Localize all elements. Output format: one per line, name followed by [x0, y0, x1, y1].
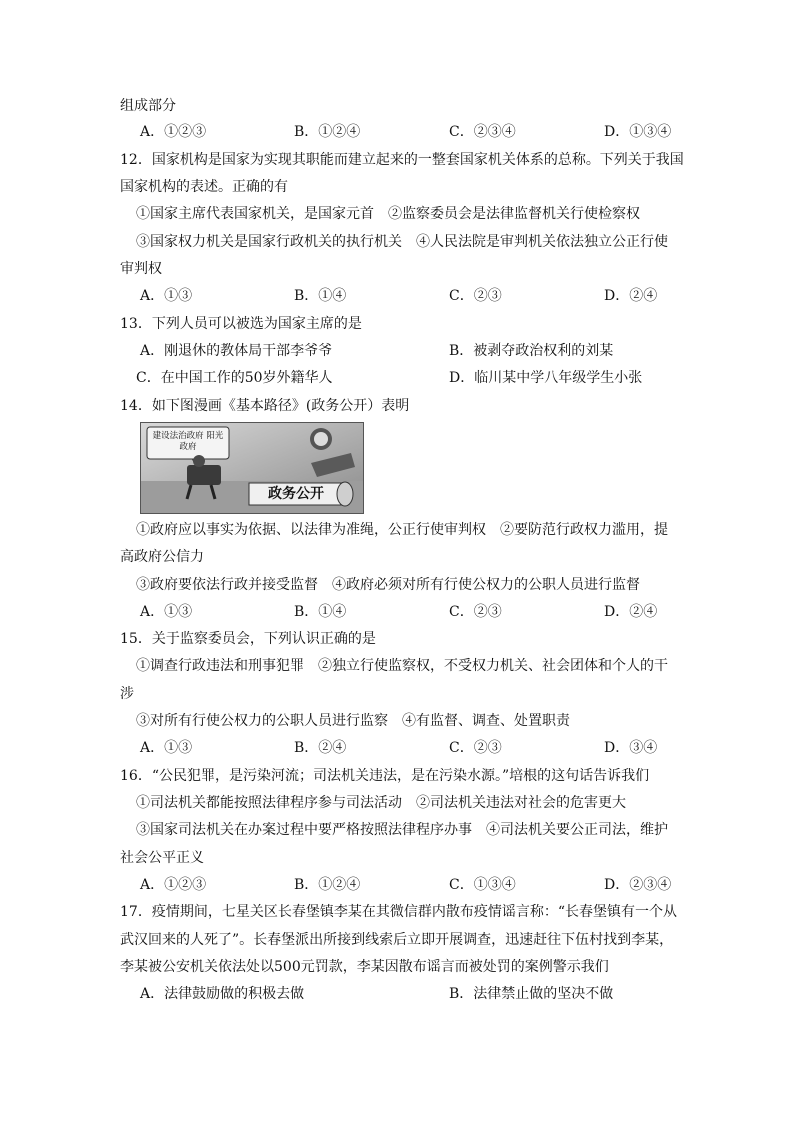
q15-statements-1-2: ①调查行政违法和刑事犯罪 ②独立行使监察权，不受权力机关、社会团体和个人的干: [136, 658, 668, 674]
q12-option-a[interactable]: A．①③: [140, 288, 193, 304]
q13-option-c[interactable]: C．在中国工作的50岁外籍华人: [136, 370, 333, 386]
q13-option-b[interactable]: B．被剥夺政治权利的刘某: [449, 343, 614, 359]
banner-text: 政务公开: [268, 486, 324, 502]
q16-option-d[interactable]: D．②③④: [604, 877, 672, 893]
q15-statements-3-4: ③对所有行使公权力的公职人员进行监察 ④有监督、调查、处置职责: [136, 713, 570, 729]
q16-option-c[interactable]: C．①③④: [449, 877, 516, 893]
q14-option-a[interactable]: A．①③: [140, 604, 193, 620]
q16-statements-tail: 社会公平正义: [120, 850, 204, 866]
q13-stem: 13．下列人员可以被选为国家主席的是: [120, 316, 362, 332]
q17-option-a[interactable]: A．法律鼓励做的积极去做: [140, 986, 305, 1002]
q13-option-d[interactable]: D．临川某中学八年级学生小张: [449, 370, 643, 386]
q17-stem-line1: 17．疫情期间，七星关区长春堡镇李某在其微信群内散布疫情谣言称：“长春堡镇有一个从: [120, 904, 677, 920]
q12-option-d[interactable]: D．②④: [604, 288, 658, 304]
q13-option-a[interactable]: A．刚退休的教体局干部李爷爷: [140, 343, 333, 359]
q17-option-b[interactable]: B．法律禁止做的坚决不做: [449, 986, 614, 1002]
q17-stem-line3: 李某被公安机关依法处以500元罚款，李某因散布谣言而被处罚的案例警示我们: [120, 959, 609, 975]
q16-stem: 16．“公民犯罪，是污染河流；司法机关违法，是在污染水源。”培根的这句话告诉我们: [120, 768, 650, 784]
q12-statements-tail: 审判权: [120, 261, 162, 277]
q11-option-b[interactable]: B．①②④: [294, 124, 361, 140]
q14-statements-1-2: ①政府应以事实为依据、以法律为准绳，公正行使审判权 ②要防范行政权力滥用，提: [136, 522, 668, 538]
q11-stem-tail: 组成部分: [120, 98, 176, 114]
cartoon-image: [140, 422, 364, 514]
q11-option-c[interactable]: C．②③④: [449, 124, 516, 140]
q14-statements-tail: 高政府公信力: [120, 549, 204, 565]
q17-stem-line2: 武汉回来的人死了”。长春堡派出所接到线索后立即开展调查，迅速赶往下伍村找到李某，: [120, 932, 674, 948]
q12-statements-3-4: ③国家权力机关是国家行政机关的执行机关 ④人民法院是审判机关依法独立公正行使: [136, 234, 668, 250]
q15-option-d[interactable]: D．③④: [604, 740, 658, 756]
q12-statements-1-2: ①国家主席代表国家机关，是国家元首 ②监察委员会是法律监督机关行使检察权: [136, 206, 640, 222]
q15-option-c[interactable]: C．②③: [449, 740, 502, 756]
q16-statements-1-2: ①司法机关都能按照法律程序参与司法活动 ②司法机关违法对社会的危害更大: [136, 795, 626, 811]
q12-stem-line1: 12．国家机构是国家为实现其职能而建立起来的一整套国家机关体系的总称。下列关于我国: [120, 152, 684, 168]
q15-statements-tail: 涉: [120, 686, 134, 702]
q12-stem-line2: 国家机构的表述。正确的有: [120, 179, 288, 195]
q14-statements-3-4: ③政府要依法行政并接受监督 ④政府必须对所有行使公权力的公职人员进行监督: [136, 577, 640, 593]
q15-option-a[interactable]: A．①③: [140, 740, 193, 756]
q12-option-c[interactable]: C．②③: [449, 288, 502, 304]
q11-option-d[interactable]: D．①③④: [604, 124, 672, 140]
figure-body: [187, 465, 221, 485]
q14-option-c[interactable]: C．②③: [449, 604, 502, 620]
q11-option-a[interactable]: A．①②③: [140, 124, 207, 140]
q14-option-d[interactable]: D．②④: [604, 604, 658, 620]
q14-option-b[interactable]: B．①④: [294, 604, 347, 620]
q12-option-b[interactable]: B．①④: [294, 288, 347, 304]
q14-stem: 14．如下图漫画《基本路径》(政务公开）表明: [120, 398, 410, 414]
slogan-text: 建设法治政府 阳光政府: [152, 431, 224, 452]
q15-stem: 15．关于监察委员会，下列认识正确的是: [120, 631, 376, 647]
q16-statements-3-4: ③国家司法机关在办案过程中要严格按照法律程序办事 ④司法机关要公正司法，维护: [136, 822, 668, 838]
q16-option-a[interactable]: A．①②③: [140, 877, 207, 893]
q16-option-b[interactable]: B．①②④: [294, 877, 361, 893]
q15-option-b[interactable]: B．②④: [294, 740, 347, 756]
